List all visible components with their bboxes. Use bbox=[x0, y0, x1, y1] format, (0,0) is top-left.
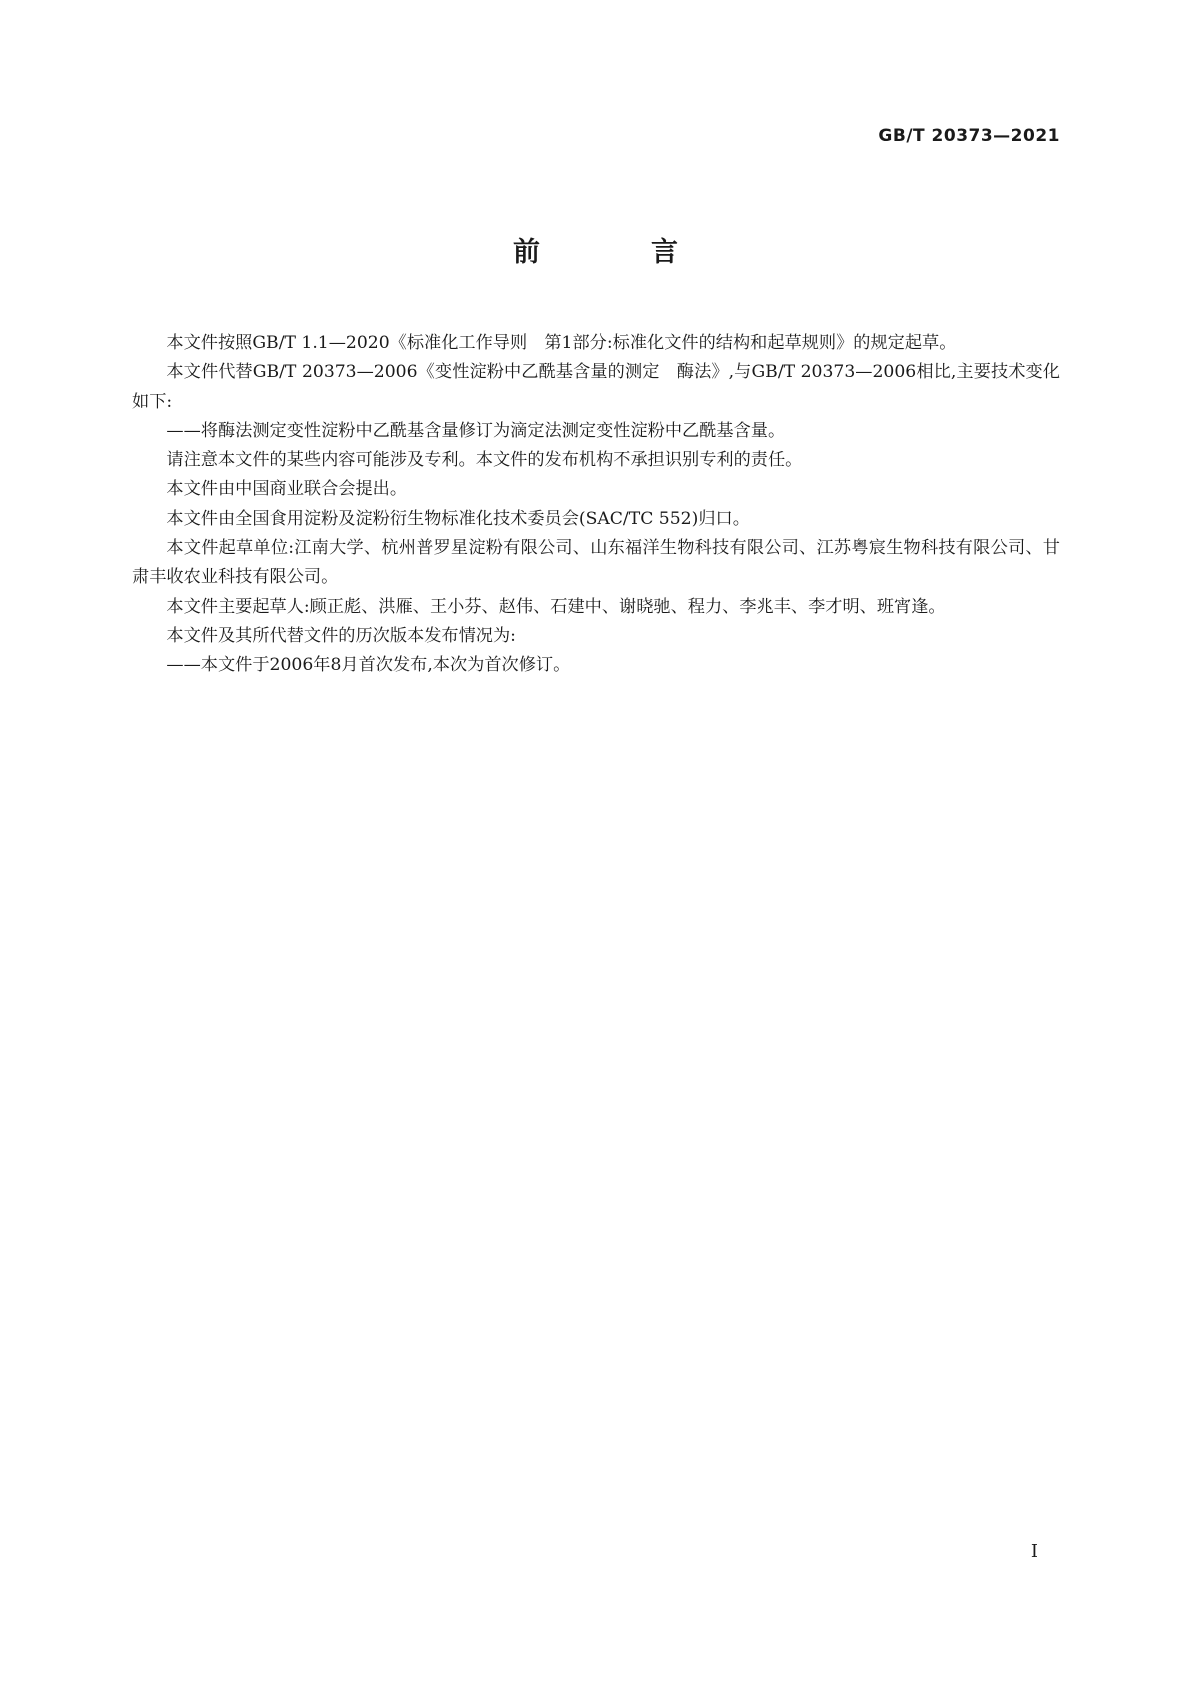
list-item-technical-change: ——将酶法测定变性淀粉中乙酰基含量修订为滴定法测定变性淀粉中乙酰基含量。 bbox=[166, 420, 786, 441]
list-item-version-history: ——本文件于2006年8月首次发布,本次为首次修订。 bbox=[166, 655, 571, 676]
standard-number: GB/T 20373—2021 bbox=[878, 126, 1060, 146]
paragraph-drafting-units: 本文件起草单位:江南大学、杭州普罗星淀粉有限公司、山东福洋生物科技有限公司、江苏粤宸生物科技有限公司、甘肃丰收农业科技有限公司。 bbox=[132, 538, 1060, 588]
paragraph-replacement: 本文件代替GB/T 20373—2006《变性淀粉中乙酰基含量的测定 酶法》,与GB/T 20373—2006相比,主要技术变化如下: bbox=[132, 362, 1060, 412]
paragraph-drafting-basis: 本文件按照GB/T 1.1—2020《标准化工作导则 第1部分:标准化文件的结构和起草规则》的规定起草。 bbox=[166, 333, 957, 353]
paragraph-patent-notice: 请注意本文件的某些内容可能涉及专利。本文件的发布机构不承担识别专利的责任。 bbox=[166, 450, 803, 471]
paragraph-proposer: 本文件由中国商业联合会提出。 bbox=[166, 479, 408, 500]
paragraph-version-history: 本文件及其所代替文件的历次版本发布情况为: bbox=[166, 625, 516, 646]
page-number: I bbox=[1030, 1541, 1038, 1562]
page-title: 前 言 bbox=[513, 237, 720, 268]
paragraph-main-drafters: 本文件主要起草人:顾正彪、洪雁、王小芬、赵伟、石建中、谢晓驰、程力、李兆丰、李才明、班宵逢。 bbox=[166, 596, 946, 617]
paragraph-responsible-committee: 本文件由全国食用淀粉及淀粉衍生物标准化技术委员会(SAC/TC 552)归口。 bbox=[166, 508, 750, 529]
foreword-body bbox=[132, 329, 1060, 681]
